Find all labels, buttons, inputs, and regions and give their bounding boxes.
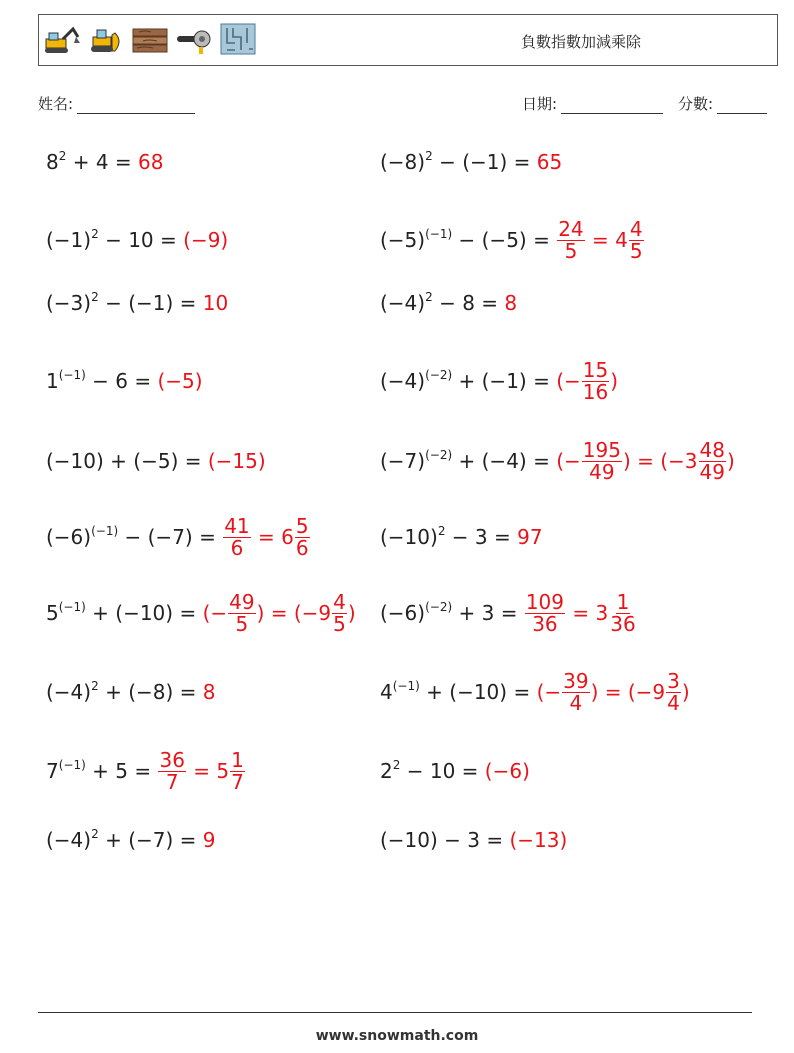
score-line[interactable] [717,99,767,114]
base: (−10) [380,525,438,549]
problem-question [46,228,183,252]
problem-question [380,449,556,473]
problem-question [46,680,203,704]
operation: + 5 = [85,759,158,783]
operation: + (−7) = [98,828,203,852]
base: 2 [380,759,393,783]
fraction-numerator: 36 [159,747,185,772]
answer-text: 9 [202,828,216,852]
fraction-denominator: 7 [231,769,244,794]
angle-grinder-icon [175,23,213,55]
answer-fraction [525,589,565,636]
problem-question [380,291,504,315]
answer-fraction [557,216,584,263]
base: 8 [46,150,59,174]
problem-question [46,828,203,852]
problem-item [46,507,311,567]
answer-fraction [582,437,622,484]
fraction-denominator: 49 [589,459,615,484]
date-label: 日期: [522,95,558,113]
exponent: 2 [91,679,99,693]
operation: − (−1) = [98,291,203,315]
operation: + 3 = [452,601,524,625]
problem-answer [138,150,163,174]
fraction-numerator: 49 [229,589,255,614]
base: (−8) [380,150,426,174]
answer-prefix: (− [536,680,562,704]
base: 1 [46,369,59,393]
problem-item [46,132,164,192]
fraction-numerator: 195 [582,437,621,462]
fraction-numerator: 41 [224,513,250,538]
problem-answer [157,369,202,393]
maze-icon [219,23,257,55]
operation: + (−10) = [419,680,537,704]
name-field [38,93,195,114]
fraction-denominator: 5 [235,611,249,636]
problem-item [46,431,266,491]
answer-text: 68 [138,150,164,174]
fraction-numerator: 24 [558,216,584,241]
fraction-denominator: 7 [165,769,179,794]
problem-answer [183,228,228,252]
answer-mixed-fraction [295,513,310,560]
base: 4 [380,680,393,704]
name-line[interactable] [77,99,195,114]
operation: + (−1) = [452,369,557,393]
problem-answer [203,828,216,852]
answer-mixed-fraction [609,589,636,636]
base: (−5) [380,228,426,252]
problem-answer [537,150,562,174]
problem-item [380,810,567,870]
answer-prefix: (− [202,601,228,625]
base: (−4) [46,828,92,852]
answer-middle: = 6 [251,525,294,549]
operation: − 10 = [400,759,485,783]
problem-item [380,351,618,411]
problem-question [46,759,157,783]
exponent: 2 [58,149,67,163]
header-icons [43,23,257,55]
base: (−1) [46,228,92,252]
wood-planks-icon [131,23,169,55]
answer-middle: ) = (−9 [256,601,332,625]
exponent: (−2) [425,448,453,462]
problem-answer [203,680,216,704]
excavator-icon [43,23,81,55]
answer-middle: = 5 [186,759,230,783]
answer-suffix: ) [347,601,356,625]
answer-text: (−5) [157,369,203,393]
exponent: 2 [425,290,433,304]
exponent: (−2) [425,368,453,382]
answer-fraction [158,747,185,794]
exponent: 2 [437,524,446,538]
fraction-denominator: 36 [532,611,558,636]
answer-text: (−6) [484,759,530,783]
operation: − (−5) = [452,228,557,252]
problem-item [380,132,562,192]
answer-mixed-fraction [629,216,644,263]
operation: + (−4) = [452,449,557,473]
exponent: (−1) [58,758,86,772]
answer-text: (−9) [183,228,229,252]
fraction-numerator: 4 [333,589,346,614]
answer-fraction [562,668,589,715]
problem-item [380,507,543,567]
answer-text: 97 [517,525,543,549]
base: (−6) [380,601,426,625]
answer-middle: = 3 [566,601,609,625]
problem-item [46,273,228,333]
problem-answer [509,828,567,852]
base: (−4) [380,291,426,315]
fraction-denominator: 6 [230,535,244,560]
problem-item [380,273,517,333]
answer-mixed-fraction [230,747,245,794]
problem-answer [556,216,644,263]
problem-answer [524,589,638,636]
exponent: 2 [91,827,99,841]
operation: + (−8) = [98,680,203,704]
problem-answer [202,589,356,636]
base: 5 [46,601,59,625]
problem-question [46,601,203,625]
worksheet-header [38,14,778,66]
base: 7 [46,759,59,783]
problem-item [380,210,645,270]
exponent: (−1) [58,368,86,382]
answer-text: 10 [202,291,229,315]
fraction-numerator: 4 [629,216,643,241]
fraction-denominator: 4 [667,690,680,715]
problem-item [46,583,356,643]
operation: − (−7) = [118,525,223,549]
problem-answer [222,513,310,560]
problem-question [46,449,208,473]
base: (−7) [380,449,426,473]
problem-item [46,662,216,722]
base: (−6) [46,525,92,549]
answer-text: (−15) [207,449,266,473]
exponent: (−1) [58,600,86,614]
problem-item [46,351,203,411]
exponent: (−1) [392,679,420,693]
problem-answer [517,525,542,549]
problem-answer [157,747,245,794]
answer-mixed-fraction [699,437,726,484]
answer-suffix: ) [681,680,690,704]
problem-question [380,759,485,783]
answer-fraction [582,357,609,404]
fraction-numerator: 1 [231,747,244,772]
problem-question [380,150,537,174]
answer-text: 8 [202,680,216,704]
problem-question [380,680,537,704]
problem-answer [208,449,266,473]
problem-answer [203,291,228,315]
footer-divider [38,1012,752,1013]
operation: (−10) − 3 = [380,828,510,852]
fraction-denominator: 5 [629,238,643,263]
problem-question [46,525,222,549]
problem-item [46,741,246,801]
fraction-denominator: 5 [564,238,578,263]
problem-answer [485,759,530,783]
problem-item [380,583,638,643]
answer-text: (−13) [509,828,568,852]
fraction-numerator: 48 [699,437,725,462]
score-field [678,93,767,114]
problem-item [46,210,228,270]
fraction-numerator: 15 [582,357,609,382]
exponent: 2 [91,227,99,241]
answer-mixed-fraction [332,589,347,636]
answer-prefix: (− [556,369,581,393]
exponent: (−2) [425,600,453,614]
answer-fraction [223,513,250,560]
base: (−3) [46,291,92,315]
problem-question [46,150,138,174]
problem-item [380,741,530,801]
base: (−4) [380,369,426,393]
problem-question [380,525,517,549]
exponent: (−1) [425,227,453,241]
fraction-denominator: 49 [699,459,725,484]
problem-question [46,291,203,315]
operation: (−10) + (−5) = [46,449,208,473]
problem-answer [556,357,619,404]
exponent: 2 [91,290,99,304]
answer-text: 65 [536,150,563,174]
problem-answer [556,437,735,484]
date-line[interactable] [561,99,663,114]
bulldozer-icon [87,23,125,55]
problem-item [380,662,690,722]
base: (−4) [46,680,92,704]
exponent: 2 [392,758,401,772]
answer-middle: = 4 [585,228,628,252]
name-label: 姓名: [38,95,74,113]
problem-question [46,369,157,393]
answer-prefix: (− [556,449,581,473]
answer-suffix: ) [726,449,735,473]
answer-text: 8 [504,291,518,315]
fraction-denominator: 5 [333,611,346,636]
fraction-numerator: 109 [525,589,565,614]
problem-question [380,601,524,625]
operation: − 10 = [98,228,184,252]
answer-suffix: ) [610,369,619,393]
operation: − 8 = [432,291,505,315]
footer-url: www.snowmath.com [315,1028,479,1044]
fraction-denominator: 36 [610,611,636,636]
answer-middle: ) = (−3 [622,449,698,473]
score-label: 分數: [678,95,714,113]
problem-item [380,431,735,491]
operation: + (−10) = [85,601,203,625]
date-field [522,93,663,114]
exponent: 2 [425,149,433,163]
operation: − 6 = [85,369,158,393]
operation: − 3 = [445,525,518,549]
worksheet-title: 負數指數加減乘除 [521,33,642,51]
fraction-numerator: 5 [295,513,309,538]
fraction-denominator: 6 [295,535,309,560]
operation: + 4 = [66,150,139,174]
fraction-numerator: 1 [616,589,630,614]
problem-item [46,810,216,870]
fraction-denominator: 4 [569,690,583,715]
fraction-denominator: 16 [582,379,609,404]
answer-mixed-fraction [666,668,681,715]
exponent: (−1) [91,524,119,538]
fraction-numerator: 3 [667,668,680,693]
problem-answer [536,668,690,715]
problem-question [380,369,556,393]
problem-question [380,228,556,252]
problem-answer [504,291,517,315]
fraction-numerator: 39 [563,668,589,693]
answer-middle: ) = (−9 [590,680,666,704]
problem-question [380,828,509,852]
answer-fraction [228,589,255,636]
operation: − (−1) = [432,150,537,174]
